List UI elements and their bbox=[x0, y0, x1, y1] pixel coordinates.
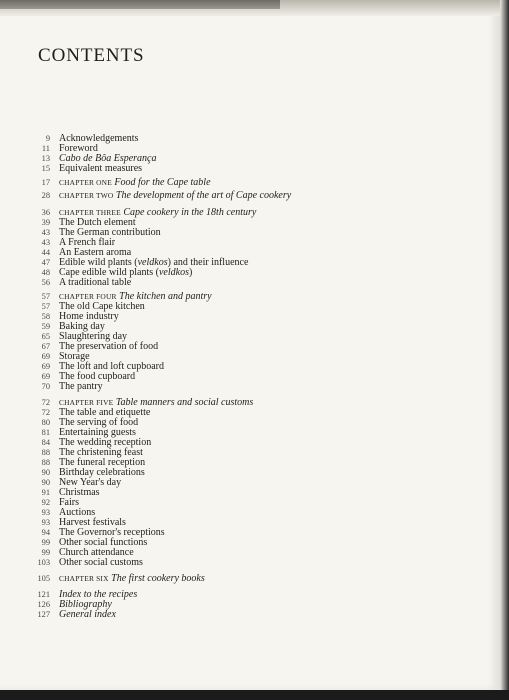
entry-text: Home industry bbox=[59, 311, 119, 322]
page-number: 72 bbox=[41, 408, 50, 417]
entry-text-part: ) bbox=[188, 267, 193, 278]
entry-text: The Governor's receptions bbox=[59, 527, 165, 538]
entry-text: The pantry bbox=[59, 381, 103, 392]
page-number: 36 bbox=[41, 208, 50, 217]
entry-text: Bibliography bbox=[59, 599, 112, 610]
page-number: 81 bbox=[41, 428, 50, 437]
entry-text-italic: veldkos bbox=[158, 267, 189, 278]
page-number: 93 bbox=[41, 518, 50, 527]
entry-text: Slaughtering day bbox=[59, 331, 128, 342]
chapter-label: CHAPTER SIX bbox=[59, 574, 109, 583]
chapter-title: The first cookery books bbox=[111, 573, 205, 584]
page-number: 94 bbox=[41, 528, 50, 537]
page-number: 57 bbox=[41, 292, 50, 301]
page-number: 105 bbox=[37, 574, 50, 583]
entry-text: The serving of food bbox=[59, 417, 139, 428]
entry-text: Fairs bbox=[59, 497, 79, 508]
chapter-label: CHAPTER FIVE bbox=[59, 398, 114, 407]
entry-text: The wedding reception bbox=[59, 437, 152, 448]
page-number: 15 bbox=[41, 164, 50, 173]
entry-text bbox=[59, 573, 205, 585]
page-number: 69 bbox=[41, 362, 50, 371]
entry-text: The preservation of food bbox=[59, 341, 159, 352]
page-number: 44 bbox=[41, 248, 50, 257]
page-number: 88 bbox=[41, 458, 50, 467]
entry-text: The loft and loft cupboard bbox=[59, 361, 164, 372]
page-number: 59 bbox=[41, 322, 50, 331]
chapter-label: CHAPTER FOUR bbox=[59, 292, 117, 301]
entry-text: Index to the recipes bbox=[59, 589, 138, 600]
entry-text: The christening feast bbox=[59, 447, 143, 458]
page-number: 56 bbox=[41, 278, 50, 287]
entry-text: A French flair bbox=[59, 237, 116, 248]
entry-text: Storage bbox=[59, 351, 90, 362]
entry-text: Acknowledgements bbox=[59, 133, 139, 144]
entry-text: Harvest festivals bbox=[59, 517, 126, 528]
entry-text: Entertaining guests bbox=[59, 427, 136, 438]
entry-text: General index bbox=[59, 609, 116, 620]
page-number: 126 bbox=[37, 600, 50, 609]
entry-text-part: Cape edible wild plants ( bbox=[59, 267, 159, 278]
chapter-title: Table manners and social customs bbox=[115, 397, 254, 408]
chapter-label: CHAPTER ONE bbox=[59, 178, 112, 187]
page-number: 28 bbox=[41, 191, 50, 200]
entry-text: Other social functions bbox=[59, 537, 148, 548]
entry-text: The funeral reception bbox=[59, 457, 146, 468]
entry-text: Christmas bbox=[59, 487, 100, 498]
page-number: 57 bbox=[41, 302, 50, 311]
entry-text-italic: veldkos bbox=[137, 257, 168, 268]
page-number: 58 bbox=[41, 312, 50, 321]
entry-text bbox=[59, 190, 291, 202]
entry-text: Foreword bbox=[59, 143, 98, 154]
page-number: 47 bbox=[41, 258, 50, 267]
page-number: 91 bbox=[41, 488, 50, 497]
page-number: 9 bbox=[45, 134, 50, 143]
bottom-edge bbox=[0, 690, 509, 700]
page-number: 67 bbox=[41, 342, 50, 351]
page-number: 90 bbox=[41, 468, 50, 477]
entry-text: The food cupboard bbox=[59, 371, 136, 382]
top-edge bbox=[0, 0, 500, 16]
entry-text: Church attendance bbox=[59, 547, 134, 558]
page-title: CONTENTS bbox=[38, 45, 145, 66]
page-number: 99 bbox=[41, 538, 50, 547]
page-number: 92 bbox=[41, 498, 50, 507]
entry-text: The Dutch element bbox=[59, 217, 136, 228]
entry-text: Birthday celebrations bbox=[59, 467, 145, 478]
chapter-label: CHAPTER TWO bbox=[59, 191, 114, 200]
page-number: 80 bbox=[41, 418, 50, 427]
entry-text: Equivalent measures bbox=[59, 163, 143, 174]
page-number: 70 bbox=[41, 382, 50, 391]
page-number: 127 bbox=[37, 610, 50, 619]
page-number: 88 bbox=[41, 448, 50, 457]
page-number: 72 bbox=[41, 398, 50, 407]
page-number: 84 bbox=[41, 438, 50, 447]
page-number: 48 bbox=[41, 268, 50, 277]
page-edge bbox=[500, 0, 509, 700]
chapter-label: CHAPTER THREE bbox=[59, 208, 121, 217]
page-number: 13 bbox=[41, 154, 50, 163]
page-number: 43 bbox=[41, 238, 50, 247]
entry-text: Auctions bbox=[59, 507, 96, 518]
chapter-title: The development of the art of Cape cookery bbox=[115, 190, 292, 201]
entry-text bbox=[59, 177, 211, 189]
page-number: 69 bbox=[41, 352, 50, 361]
chapter-title: Cape cookery in the 18th century bbox=[123, 207, 257, 218]
page-number: 17 bbox=[41, 178, 50, 187]
top-edge-shadow bbox=[0, 0, 280, 9]
page-number: 90 bbox=[41, 478, 50, 487]
entry-text: The old Cape kitchen bbox=[59, 301, 145, 312]
entry-text-part: Edible wild plants ( bbox=[59, 257, 138, 268]
page-number: 69 bbox=[41, 372, 50, 381]
page-number: 39 bbox=[41, 218, 50, 227]
entry-text: Cabo de Bôa Esperança bbox=[59, 153, 157, 164]
page-number: 43 bbox=[41, 228, 50, 237]
page-number: 103 bbox=[37, 558, 50, 567]
entry-text-part: ) and their influence bbox=[167, 257, 249, 268]
page-number: 65 bbox=[41, 332, 50, 341]
entry-text: The German contribution bbox=[59, 227, 161, 238]
page-number: 11 bbox=[41, 144, 50, 153]
chapter-title: Food for the Cape table bbox=[114, 177, 211, 188]
page-number: 99 bbox=[41, 548, 50, 557]
entry-text: The table and etiquette bbox=[59, 407, 151, 418]
page-number: 121 bbox=[37, 590, 50, 599]
chapter-title: The kitchen and pantry bbox=[119, 291, 212, 302]
entry-text: A traditional table bbox=[59, 277, 132, 288]
entry-text: Other social customs bbox=[59, 557, 143, 568]
entry-text: New Year's day bbox=[59, 477, 122, 488]
entry-text: An Eastern aroma bbox=[59, 247, 132, 258]
entry-text: Baking day bbox=[59, 321, 105, 332]
page-number: 93 bbox=[41, 508, 50, 517]
